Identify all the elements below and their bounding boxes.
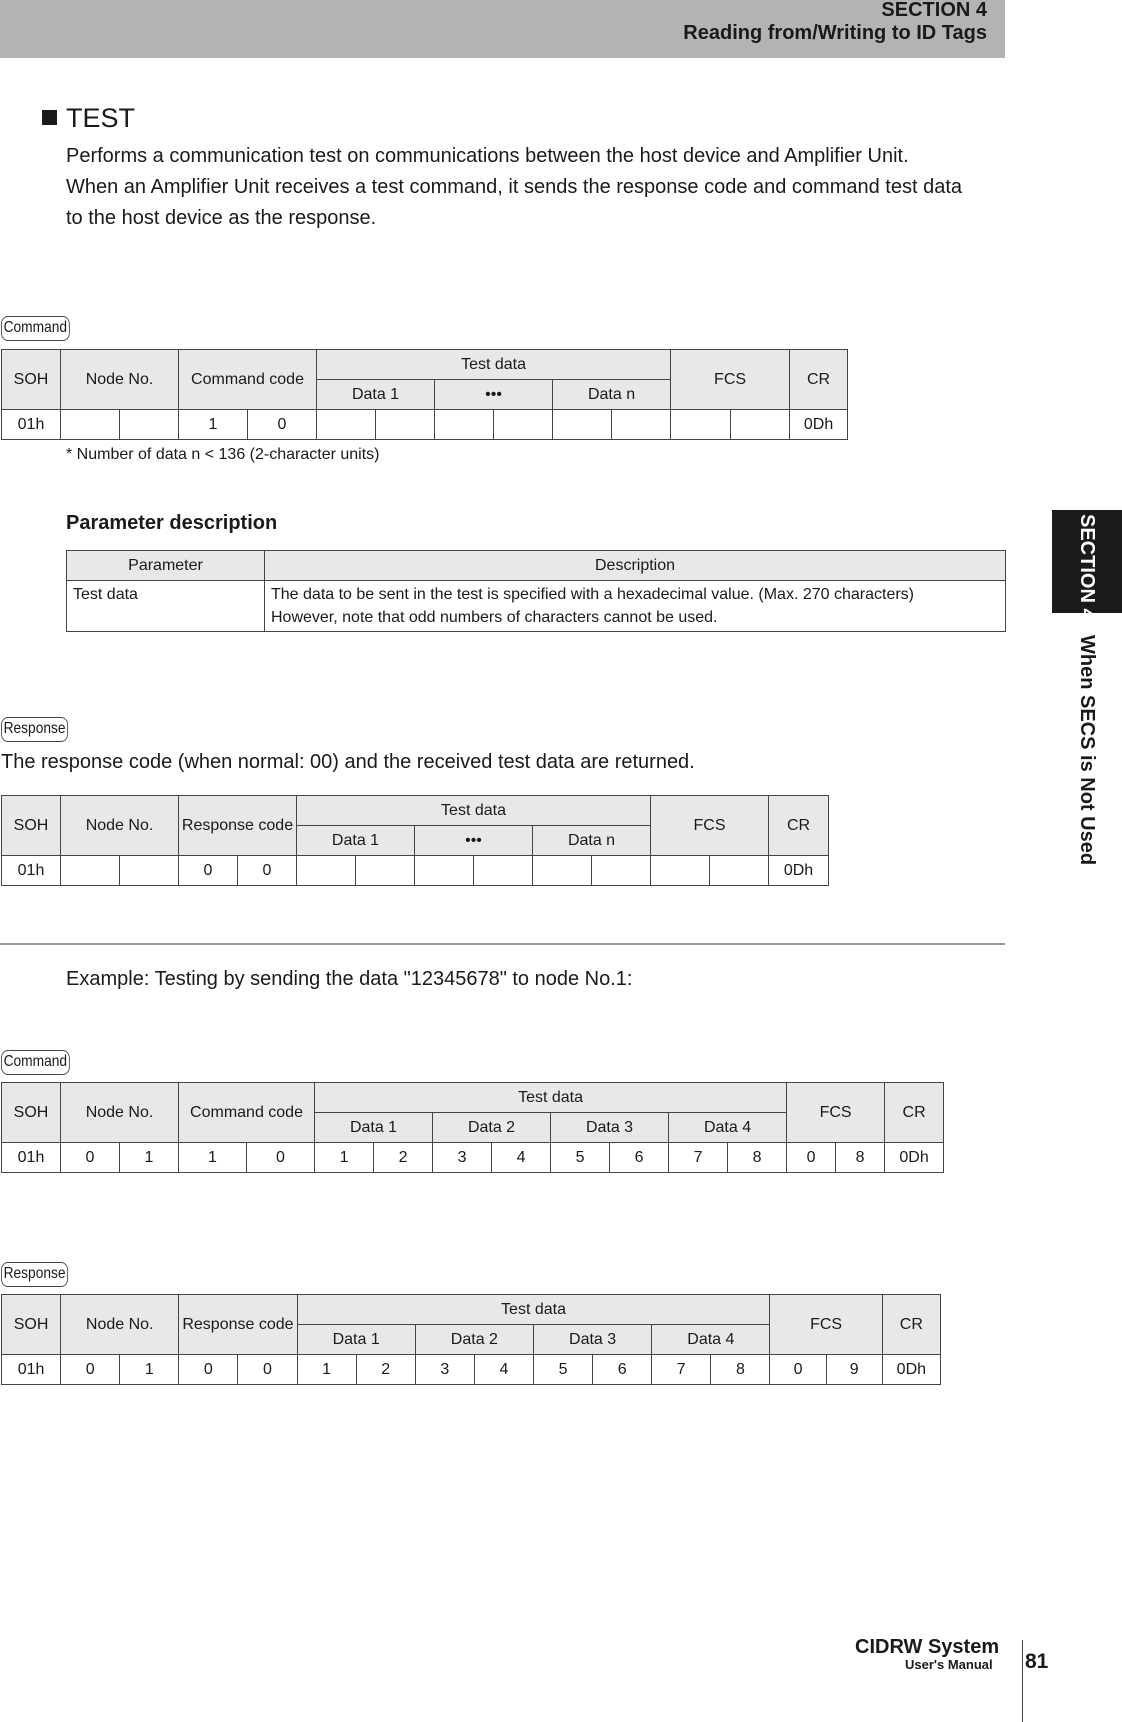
frame-cell (612, 410, 671, 440)
frame-cell: 1 (179, 410, 248, 440)
footer-title: CIDRW System (855, 1636, 1000, 1658)
frame-cell (317, 410, 376, 440)
data-col-header: ••• (435, 380, 553, 410)
test-description (66, 141, 1016, 234)
parameter-description-line: The data to be sent in the test is specified with a hexadecimal value. (Max. 270 characters) (271, 586, 914, 603)
data-col-header: Data 2 (433, 1113, 551, 1143)
frame-cell: 1 (297, 1355, 356, 1385)
frame-cell (651, 856, 710, 886)
frame-cell: 01h (2, 1355, 61, 1385)
frame-cell (553, 410, 612, 440)
data-col-header: Data 1 (317, 380, 435, 410)
section-number: SECTION 4 (881, 0, 987, 21)
frame-cell: 0 (248, 410, 317, 440)
frame-cell (120, 410, 179, 440)
frame-cell: 0 (179, 856, 238, 886)
data-col-header: Data 1 (315, 1113, 433, 1143)
soh-header: SOH (2, 796, 61, 856)
data-col-header: Data n (553, 380, 671, 410)
test-data-header: Test data (317, 350, 671, 380)
cr-header: CR (769, 796, 829, 856)
test-description-line: Performs a communication test on communications between the host device and Amplifier Unit. (66, 145, 909, 167)
node-no-header: Node No. (61, 350, 179, 410)
response-note: The response code (when normal: 00) and the received test data are returned. (1, 751, 695, 773)
data-col-header: Data 4 (669, 1113, 787, 1143)
data-col-header: Data 2 (415, 1325, 533, 1355)
response-frame-table (1, 795, 829, 886)
command-badge: Command (1, 316, 70, 341)
frame-cell (494, 410, 553, 440)
frame-cell: 3 (415, 1355, 474, 1385)
footer-subtitle: User's Manual (905, 1657, 993, 1672)
data-col-header: Data 3 (551, 1113, 669, 1143)
frame-cell (592, 856, 651, 886)
response-badge: Response (1, 717, 68, 742)
soh-header: SOH (2, 350, 61, 410)
parameter-heading: Parameter description (66, 512, 278, 534)
frame-cell (435, 410, 494, 440)
test-description-line: When an Amplifier Unit receives a test command, it sends the response code and command test data (66, 176, 963, 198)
frame-cell: 0Dh (882, 1355, 940, 1385)
frame-cell: 8 (836, 1143, 885, 1173)
frame-cell (415, 856, 474, 886)
frame-cell (297, 856, 356, 886)
example-response-table (1, 1294, 941, 1385)
example-heading: Example: Testing by sending the data "12345678" to node No.1: (66, 968, 633, 990)
cr-header: CR (882, 1295, 940, 1355)
frame-cell (356, 856, 415, 886)
frame-cell: 0Dh (885, 1143, 944, 1173)
soh-header: SOH (2, 1295, 61, 1355)
test-data-header: Test data (297, 1295, 770, 1325)
frame-cell: 01h (2, 410, 61, 440)
test-title: TEST (66, 103, 136, 133)
frame-cell (474, 856, 533, 886)
frame-cell: 7 (652, 1355, 711, 1385)
parameter-description (265, 581, 1006, 632)
frame-cell: 3 (433, 1143, 492, 1173)
frame-cell: 4 (474, 1355, 533, 1385)
data-col-header: Data 4 (652, 1325, 770, 1355)
frame-cell: 9 (826, 1355, 882, 1385)
frame-cell: 0Dh (769, 856, 829, 886)
command-badge: Command (1, 1050, 70, 1075)
node-no-header: Node No. (61, 796, 179, 856)
frame-cell: 8 (728, 1143, 787, 1173)
cr-header: CR (885, 1083, 944, 1143)
command-code-header: Command code (179, 1083, 315, 1143)
data-count-note: * Number of data n < 136 (2-character units) (66, 446, 380, 463)
data-col-header: Data 3 (533, 1325, 651, 1355)
frame-cell (710, 856, 769, 886)
frame-cell: 2 (374, 1143, 433, 1173)
frame-cell: 0 (238, 856, 297, 886)
side-tab-label: SECTION 4 (1076, 514, 1098, 620)
frame-cell (731, 410, 790, 440)
frame-cell: 1 (120, 1355, 179, 1385)
frame-cell: 0 (787, 1143, 836, 1173)
frame-cell: 2 (356, 1355, 415, 1385)
fcs-header: FCS (770, 1295, 882, 1355)
fcs-header: FCS (671, 350, 790, 410)
frame-cell: 0 (770, 1355, 826, 1385)
frame-cell: 0 (238, 1355, 297, 1385)
frame-cell: 0 (179, 1355, 238, 1385)
frame-cell: 1 (315, 1143, 374, 1173)
side-tab-text: When SECS is Not Used (1076, 635, 1098, 866)
response-code-header: Response code (179, 1295, 297, 1355)
data-col-header: Data n (533, 826, 651, 856)
frame-cell: 5 (551, 1143, 610, 1173)
node-no-header: Node No. (61, 1295, 179, 1355)
frame-cell: 01h (2, 856, 61, 886)
frame-cell (376, 410, 435, 440)
frame-cell: 0 (61, 1143, 120, 1173)
frame-cell: 4 (492, 1143, 551, 1173)
response-code-header: Response code (179, 796, 297, 856)
test-description-line: to the host device as the response. (66, 207, 377, 229)
frame-cell: 6 (593, 1355, 652, 1385)
frame-cell (671, 410, 731, 440)
fcs-header: FCS (651, 796, 769, 856)
command-frame-table (1, 349, 848, 440)
parameter-table (66, 550, 1006, 632)
data-col-header: Data 1 (297, 826, 415, 856)
response-badge: Response (1, 1262, 68, 1287)
section-title: Reading from/Writing to ID Tags (683, 22, 987, 44)
test-data-header: Test data (315, 1083, 787, 1113)
soh-header: SOH (2, 1083, 61, 1143)
frame-cell (120, 856, 179, 886)
frame-cell (533, 856, 592, 886)
frame-cell: 0Dh (790, 410, 848, 440)
parameter-col-header: Parameter (67, 551, 265, 581)
frame-cell (61, 410, 120, 440)
command-code-header: Command code (179, 350, 317, 410)
fcs-header: FCS (787, 1083, 885, 1143)
frame-cell (61, 856, 120, 886)
node-no-header: Node No. (61, 1083, 179, 1143)
frame-cell: 1 (120, 1143, 179, 1173)
frame-cell: 0 (247, 1143, 315, 1173)
frame-cell: 8 (711, 1355, 770, 1385)
example-command-table (1, 1082, 944, 1173)
cr-header: CR (790, 350, 848, 410)
frame-cell: 0 (61, 1355, 120, 1385)
frame-cell: 01h (2, 1143, 61, 1173)
footer-divider (1022, 1640, 1023, 1722)
data-col-header: Data 1 (297, 1325, 415, 1355)
frame-cell: 1 (179, 1143, 247, 1173)
frame-cell: 6 (610, 1143, 669, 1173)
test-data-header: Test data (297, 796, 651, 826)
section-header (0, 0, 1005, 58)
parameter-description-line: However, note that odd numbers of characters cannot be used. (271, 609, 718, 626)
bullet-square-icon (42, 110, 57, 125)
side-tab (1052, 514, 1122, 874)
parameter-name: Test data (67, 581, 265, 632)
data-col-header: ••• (415, 826, 533, 856)
frame-cell: 7 (669, 1143, 728, 1173)
frame-cell: 5 (533, 1355, 592, 1385)
divider (0, 943, 1005, 945)
page-number: 81 (1025, 1650, 1049, 1673)
description-col-header: Description (265, 551, 1006, 581)
